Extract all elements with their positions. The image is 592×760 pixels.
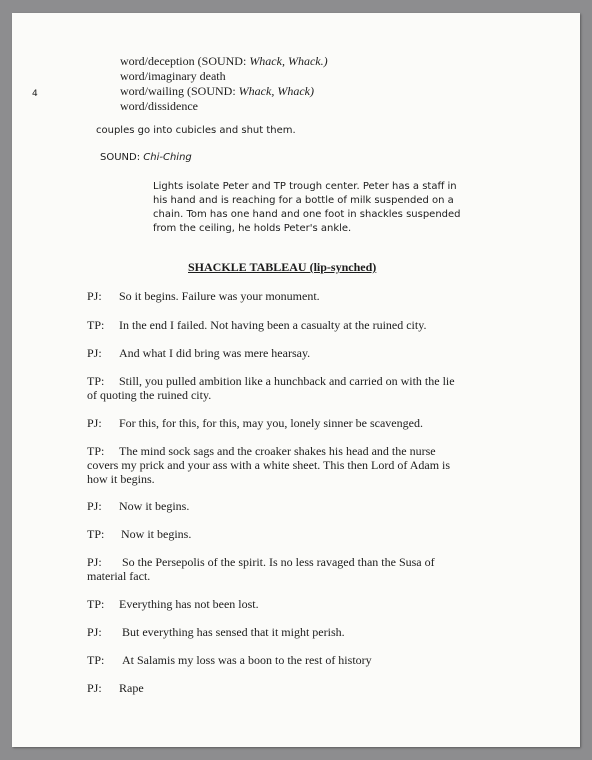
- dialogue-line: But everything has sensed that it might perish.: [122, 625, 345, 639]
- word-line: word/deception (SOUND: Whack, Whack.): [120, 54, 328, 68]
- dialogue-line: In the end I failed. Not having been a casualty at the ruined city.: [119, 318, 427, 332]
- stage-direction-line: his hand and is reaching for a bottle of milk suspended on a: [153, 195, 454, 206]
- dialogue-line: how it begins.: [87, 472, 155, 486]
- word-line: word/dissidence: [120, 99, 198, 113]
- sound-cue: SOUND: Chi-Ching: [100, 152, 192, 163]
- stage-direction-line: from the ceiling, he holds Peter's ankle.: [153, 223, 352, 234]
- dialogue-line: For this, for this, for this, may you, lonely sinner be scavenged.: [119, 416, 423, 430]
- dialogue-line: Rape: [119, 681, 144, 695]
- dialogue-line: At Salamis my loss was a boon to the rest of history: [122, 653, 372, 667]
- word-line: word/imaginary death: [120, 69, 226, 83]
- stage-direction-line: Lights isolate Peter and TP trough center. Peter has a staff in: [153, 181, 457, 192]
- section-title: SHACKLE TABLEAU (lip-synched): [188, 260, 377, 274]
- speaker-label: PJ:: [87, 625, 102, 639]
- speaker-label: PJ:: [87, 681, 102, 695]
- dialogue-line: of quoting the ruined city.: [87, 388, 212, 402]
- speaker-label: TP:: [87, 374, 105, 388]
- speaker-label: PJ:: [87, 289, 102, 303]
- speaker-label: TP:: [87, 653, 105, 667]
- dialogue-line: Now it begins.: [119, 499, 190, 513]
- speaker-label: TP:: [87, 318, 105, 332]
- dialogue-line: Now it begins.: [121, 527, 192, 541]
- dialogue-line: covers my prick and your ass with a white sheet. This then Lord of Adam is: [87, 458, 451, 472]
- speaker-label: TP:: [87, 444, 105, 458]
- dialogue-line: So the Persepolis of the spirit. Is no less ravaged than the Susa of: [122, 555, 435, 569]
- couples-line: couples go into cubicles and shut them.: [96, 125, 296, 136]
- dialogue-line: Still, you pulled ambition like a hunchback and carried on with the lie: [119, 374, 455, 388]
- dialogue-line: material fact.: [87, 569, 151, 583]
- dialogue-line: So it begins. Failure was your monument.: [119, 289, 320, 303]
- dialogue-line: And what I did bring was mere hearsay.: [119, 346, 311, 360]
- script-page: [12, 13, 580, 747]
- speaker-label: PJ:: [87, 416, 102, 430]
- speaker-label: PJ:: [87, 346, 102, 360]
- speaker-label: PJ:: [87, 499, 102, 513]
- speaker-label: TP:: [87, 527, 105, 541]
- page-number: 4: [32, 89, 38, 99]
- stage-direction-line: chain. Tom has one hand and one foot in shackles suspended: [153, 209, 461, 220]
- dialogue-line: Everything has not been lost.: [119, 597, 259, 611]
- speaker-label: PJ:: [87, 555, 102, 569]
- dialogue-line: The mind sock sags and the croaker shakes his head and the nurse: [119, 444, 436, 458]
- speaker-label: TP:: [87, 597, 105, 611]
- word-line: word/wailing (SOUND: Whack, Whack): [120, 84, 314, 98]
